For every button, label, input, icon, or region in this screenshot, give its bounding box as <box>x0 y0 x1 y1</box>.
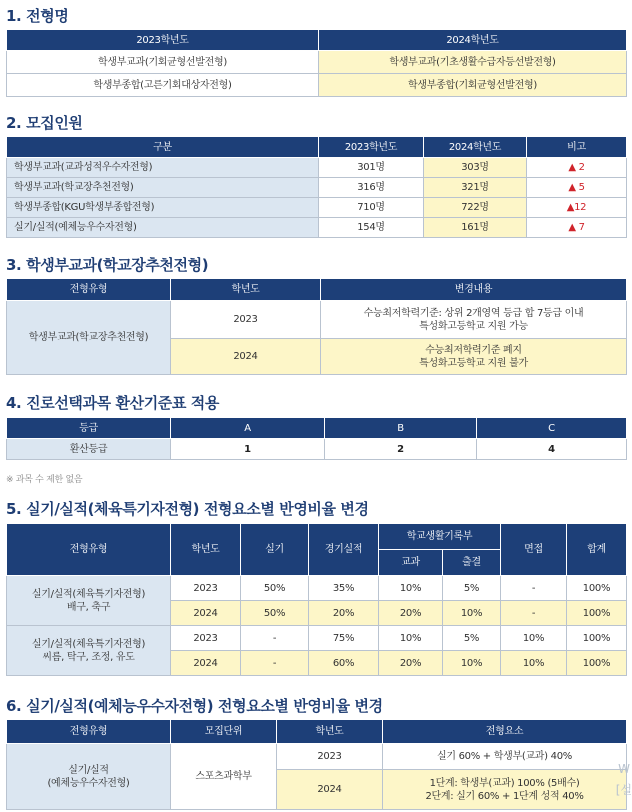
cell-2023: 301명 <box>319 158 424 178</box>
cell-increase: ▲ 7 <box>527 218 627 238</box>
type-line: 씨름, 탁구, 조정, 유도 <box>42 651 135 663</box>
subject-limit-note: ※ 과목 수 제한 없음 <box>6 475 83 485</box>
practical-cell: 50% <box>241 601 309 626</box>
header-interview: 면접 <box>501 524 567 576</box>
change-line: 특성화고등학교 지원 불가 <box>419 357 528 369</box>
change-line: 수능최저학력기준: 상위 2개영역 등급 합 7등급 이내 <box>363 307 584 319</box>
change-line: 특성화고등학교 지원 가능 <box>419 320 528 332</box>
col-2024: 2024학년도 <box>319 30 627 51</box>
elements-line: 1단계: 학생부(교과) 100% (5배수) <box>429 777 580 789</box>
header-type: 전형유형 <box>7 279 171 301</box>
table-row <box>7 51 627 74</box>
record-cell: 75% <box>309 626 379 651</box>
attendance-cell: 10% <box>443 651 501 676</box>
type-line: (예체능우수자전형) <box>47 777 130 789</box>
total-cell: 100% <box>567 626 627 651</box>
cell-increase: ▲12 <box>527 198 627 218</box>
header-change: 변경내용 <box>321 279 627 301</box>
type-cell <box>7 626 171 676</box>
year-cell: 2023 <box>277 744 383 770</box>
interview-cell: - <box>501 576 567 601</box>
attendance-cell: 10% <box>443 601 501 626</box>
athlete-ratio-table <box>6 523 627 676</box>
unit-cell: 스포츠과학부 <box>171 744 277 810</box>
type-line: 실기/실적(체육특기자전형) <box>31 588 146 600</box>
table-row <box>7 439 627 460</box>
cell-2024: 321명 <box>424 178 527 198</box>
cell-c: 4 <box>477 439 627 460</box>
cell-b: 2 <box>325 439 477 460</box>
header-c: C <box>477 418 627 439</box>
record-cell: 35% <box>309 576 379 601</box>
header-note: 비고 <box>527 137 627 158</box>
header-2024: 2024학년도 <box>424 137 527 158</box>
row-label: 환산등급 <box>7 439 171 460</box>
header-type: 전형유형 <box>7 720 171 744</box>
year-cell: 2024 <box>171 601 241 626</box>
type-line: 배구, 축구 <box>66 601 111 613</box>
section-3-title: 3. 학생부교과(학교장추천전형) <box>6 256 209 274</box>
header-total: 합계 <box>567 524 627 576</box>
cell-2024: 303명 <box>424 158 527 178</box>
edge-fragment: W <box>618 762 630 776</box>
type-line: 실기/실적(체육특기자전형) <box>31 638 146 650</box>
table-row <box>7 198 627 218</box>
table-row <box>7 158 627 178</box>
year-cell: 2024 <box>277 770 383 810</box>
cell-2023: 154명 <box>319 218 424 238</box>
practical-cell: - <box>241 626 309 651</box>
header-practical: 실기 <box>241 524 309 576</box>
section-4-title: 4. 진로선택과목 환산기준표 적용 <box>6 394 219 412</box>
edge-fragment: [설 <box>615 783 632 797</box>
cell-2024: 학생부종합(기회균형선발전형) <box>319 74 627 97</box>
total-cell: 100% <box>567 651 627 676</box>
total-cell: 100% <box>567 576 627 601</box>
change-cell <box>321 339 627 375</box>
practical-cell: 50% <box>241 576 309 601</box>
recruitment-table <box>6 136 627 238</box>
header-b: B <box>325 418 477 439</box>
attendance-cell: 5% <box>443 626 501 651</box>
table-row <box>7 218 627 238</box>
record-cell: 20% <box>309 601 379 626</box>
cell-2024: 학생부교과(기초생활수급자등선발전형) <box>319 51 627 74</box>
record-cell: 60% <box>309 651 379 676</box>
header-type: 전형유형 <box>7 524 171 576</box>
year-cell: 2023 <box>171 576 241 601</box>
table-row <box>7 301 627 339</box>
type-cell: 학생부교과(학교장추천전형) <box>7 301 171 375</box>
interview-cell: 10% <box>501 626 567 651</box>
cell-2023: 710명 <box>319 198 424 218</box>
row-label: 학생부교과(교과성적우수자전형) <box>7 158 319 178</box>
total-cell: 100% <box>567 601 627 626</box>
interview-cell: - <box>501 601 567 626</box>
header-2023: 2023학년도 <box>319 137 424 158</box>
cell-2024: 161명 <box>424 218 527 238</box>
elements-cell: 실기 60% + 학생부(교과) 40% <box>383 744 627 770</box>
type-line: 실기/실적 <box>68 764 109 776</box>
section-2-title: 2. 모집인원 <box>6 114 83 132</box>
change-cell <box>321 301 627 339</box>
header-record: 경기실적 <box>309 524 379 576</box>
subject-cell: 10% <box>379 626 443 651</box>
table-row <box>7 576 627 601</box>
grade-conversion-table <box>6 417 627 460</box>
col-2023: 2023학년도 <box>7 30 319 51</box>
cell-a: 1 <box>171 439 325 460</box>
year-cell: 2024 <box>171 339 321 375</box>
cell-2023: 학생부교과(기회균형선발전형) <box>7 51 319 74</box>
principal-recommendation-table <box>6 278 627 375</box>
practical-cell: - <box>241 651 309 676</box>
row-label: 학생부교과(학교장추천전형) <box>7 178 319 198</box>
year-cell: 2023 <box>171 301 321 339</box>
elements-line: 2단계: 실기 60% + 1단계 성적 40% <box>425 790 584 802</box>
subject-cell: 20% <box>379 601 443 626</box>
arts-sports-ratio-table <box>6 719 627 810</box>
table-row <box>7 74 627 97</box>
admission-name-table <box>6 29 627 97</box>
header-unit: 모집단위 <box>171 720 277 744</box>
subject-cell: 20% <box>379 651 443 676</box>
attendance-cell: 5% <box>443 576 501 601</box>
header-year: 학년도 <box>277 720 383 744</box>
section-1-title: 1. 전형명 <box>6 7 69 25</box>
interview-cell: 10% <box>501 651 567 676</box>
section-5-title: 5. 실기/실적(체육특기자전형) 전형요소별 반영비율 변경 <box>6 500 369 518</box>
cell-increase: ▲ 5 <box>527 178 627 198</box>
header-attendance: 출결 <box>443 550 501 576</box>
type-cell <box>7 744 171 810</box>
table-row <box>7 744 627 770</box>
cell-2023: 316명 <box>319 178 424 198</box>
type-cell <box>7 576 171 626</box>
section-6-title: 6. 실기/실적(예체능우수자전형) 전형요소별 반영비율 변경 <box>6 697 383 715</box>
row-label: 학생부종합(KGU학생부종합전형) <box>7 198 319 218</box>
header-elements: 전형요소 <box>383 720 627 744</box>
header-year: 학년도 <box>171 524 241 576</box>
row-label: 실기/실적(예체능우수자전형) <box>7 218 319 238</box>
cell-2023: 학생부종합(고른기회대상자전형) <box>7 74 319 97</box>
cell-increase: ▲ 2 <box>527 158 627 178</box>
cell-2024: 722명 <box>424 198 527 218</box>
header-a: A <box>171 418 325 439</box>
table-row <box>7 626 627 651</box>
header-grade: 등급 <box>7 418 171 439</box>
table-row <box>7 178 627 198</box>
subject-cell: 10% <box>379 576 443 601</box>
change-line: 수능최저학력기준 폐지 <box>425 344 522 356</box>
header-category: 구분 <box>7 137 319 158</box>
header-school-record: 학교생활기록부 <box>379 524 501 550</box>
elements-cell <box>383 770 627 810</box>
year-cell: 2024 <box>171 651 241 676</box>
header-year: 학년도 <box>171 279 321 301</box>
header-subject: 교과 <box>379 550 443 576</box>
year-cell: 2023 <box>171 626 241 651</box>
